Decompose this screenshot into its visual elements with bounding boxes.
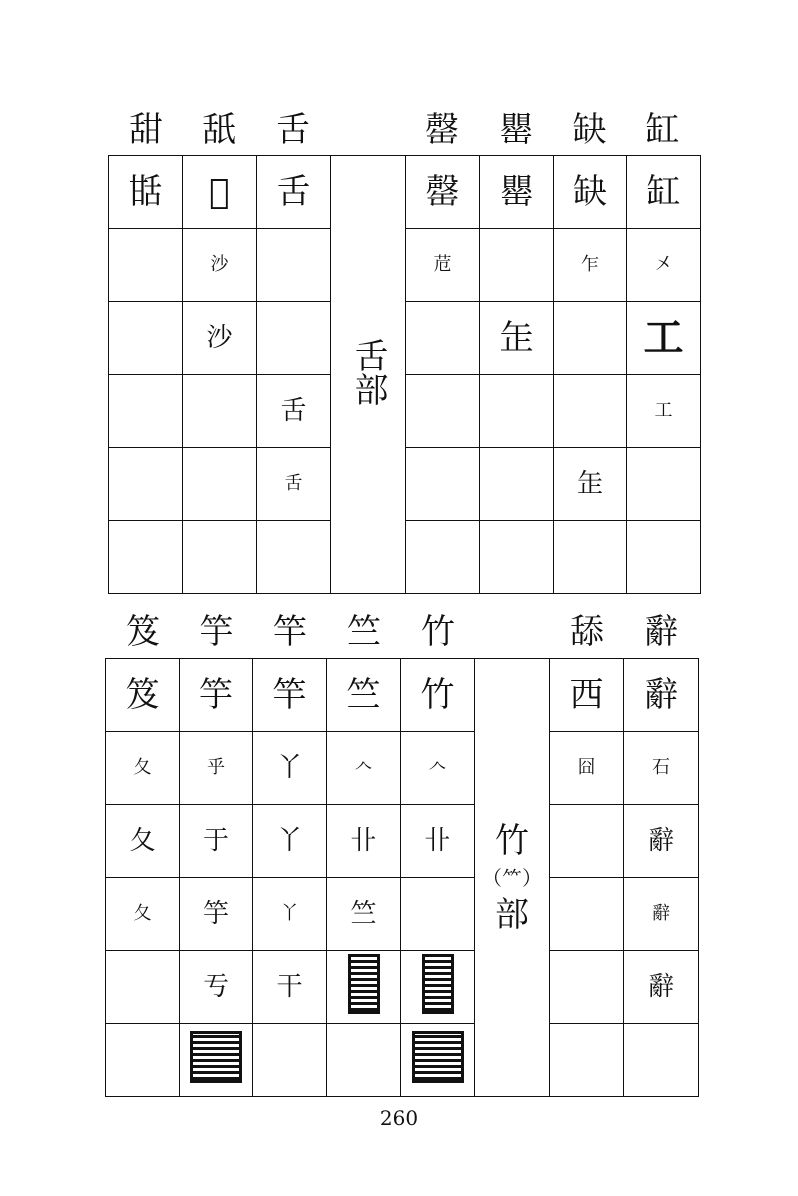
grid-cell: 笈	[106, 659, 180, 732]
header-char: 缸	[645, 110, 680, 150]
grid-cell	[109, 229, 183, 302]
grid-cell: 罌	[480, 156, 554, 229]
grid-cell: 工	[627, 302, 701, 375]
grid-cell: 竿	[253, 659, 327, 732]
grid-cell	[401, 1024, 475, 1097]
grid-cell	[257, 302, 331, 375]
grid-cell	[480, 229, 554, 302]
grid-cell	[550, 1024, 624, 1097]
section-label-cell	[475, 659, 550, 1097]
grid-cell	[183, 521, 257, 594]
header-char: 竹	[421, 612, 455, 652]
grid-cell: 缺	[554, 156, 627, 229]
grid-cell	[480, 375, 554, 448]
grid-cell	[480, 448, 554, 521]
grid-cell	[406, 302, 480, 375]
grid-cell: 乍	[554, 229, 627, 302]
grid-cell	[401, 878, 475, 951]
grid-cell	[627, 448, 701, 521]
grid-cell: 缸	[627, 156, 701, 229]
grid-cell: 辭	[624, 878, 699, 951]
grid-cell: 干	[253, 951, 327, 1024]
header-char: 竽	[199, 612, 234, 652]
header-char: 舌	[276, 110, 310, 150]
grid-cell: 沙	[183, 229, 257, 302]
grid-cell	[327, 951, 401, 1024]
grid-cell	[106, 951, 180, 1024]
header-char: 罄	[425, 110, 459, 150]
grid-cell: 竹	[401, 659, 475, 732]
grid-cell: 西	[550, 659, 624, 732]
grid-cell: 夂	[106, 732, 180, 805]
grid-cell: 舌	[257, 448, 331, 521]
seal-script-glyph	[348, 954, 380, 1014]
grid-cell	[257, 229, 331, 302]
grid-cell	[554, 375, 627, 448]
header-char: 竿	[273, 612, 307, 652]
grid-cell: 竽	[180, 659, 253, 732]
grid-cell	[406, 448, 480, 521]
grid-cell: 卝	[401, 805, 475, 878]
grid-cell	[183, 448, 257, 521]
grid-cell	[109, 521, 183, 594]
grid-cell: 罄	[406, 156, 480, 229]
top-character-grid	[108, 155, 701, 594]
grid-cell: 丫	[253, 732, 327, 805]
grid-cell	[106, 1024, 180, 1097]
grid-cell	[183, 375, 257, 448]
grid-cell	[180, 1024, 253, 1097]
grid-cell	[406, 521, 480, 594]
grid-cell	[327, 1024, 401, 1097]
grid-cell: 沙	[183, 302, 257, 375]
bottom-character-grid	[105, 658, 699, 1097]
grid-cell	[109, 375, 183, 448]
page-number: 260	[379, 1106, 419, 1130]
grid-cell	[257, 521, 331, 594]
section-label-cell	[331, 156, 406, 594]
grid-cell: 辭	[624, 659, 699, 732]
grid-cell: 𦧑	[183, 156, 257, 229]
seal-stamp-glyph	[412, 1031, 464, 1083]
seal-stamp-glyph	[190, 1031, 242, 1083]
header-char: 舐	[202, 110, 236, 150]
section-label	[475, 819, 549, 937]
grid-cell: 丫	[253, 878, 327, 951]
grid-cell: 甛	[109, 156, 183, 229]
grid-cell	[550, 951, 624, 1024]
grid-cell	[253, 1024, 327, 1097]
grid-cell	[109, 302, 183, 375]
grid-cell: 辭	[624, 951, 699, 1024]
header-char: 罌	[499, 110, 533, 150]
grid-cell: 囧	[550, 732, 624, 805]
grid-cell: 夂	[106, 805, 180, 878]
grid-cell: 乎	[180, 732, 253, 805]
grid-cell: 亐	[180, 951, 253, 1024]
grid-cell	[406, 375, 480, 448]
grid-cell: 于	[180, 805, 253, 878]
grid-cell: 石	[624, 732, 699, 805]
grid-cell: 苊	[406, 229, 480, 302]
grid-cell	[627, 521, 701, 594]
section-label-paren: （⺮）	[482, 865, 542, 890]
grid-cell: 夂	[106, 878, 180, 951]
grid-cell: 竽	[180, 878, 253, 951]
grid-cell	[109, 448, 183, 521]
grid-cell	[401, 951, 475, 1024]
header-char: 缺	[572, 110, 607, 150]
header-char: 笈	[126, 612, 160, 652]
grid-cell	[480, 521, 554, 594]
header-char: 竺	[347, 612, 381, 652]
grid-cell: 㐅	[627, 229, 701, 302]
grid-cell: 竺	[327, 659, 401, 732]
grid-cell: 𠆢	[327, 732, 401, 805]
header-char: 甜	[129, 110, 163, 150]
grid-cell: 𠆢	[401, 732, 475, 805]
section-label-top: 竹	[495, 820, 529, 861]
grid-cell: 竺	[327, 878, 401, 951]
grid-cell	[550, 878, 624, 951]
seal-script-glyph	[422, 954, 454, 1014]
grid-cell: 辭	[624, 805, 699, 878]
grid-cell	[550, 805, 624, 878]
grid-cell: 舌	[257, 375, 331, 448]
grid-cell: 𦈢	[480, 302, 554, 375]
grid-cell	[554, 521, 627, 594]
section-label-bottom: 部	[495, 894, 529, 935]
grid-cell: 卝	[327, 805, 401, 878]
grid-cell: 𦈢	[554, 448, 627, 521]
header-char: 辭	[644, 612, 678, 652]
header-char: 舔	[570, 612, 604, 652]
section-label: 舌部	[348, 337, 388, 406]
grid-cell: 丫	[253, 805, 327, 878]
grid-cell	[624, 1024, 699, 1097]
grid-cell	[554, 302, 627, 375]
grid-cell: 舌	[257, 156, 331, 229]
grid-cell: 工	[627, 375, 701, 448]
